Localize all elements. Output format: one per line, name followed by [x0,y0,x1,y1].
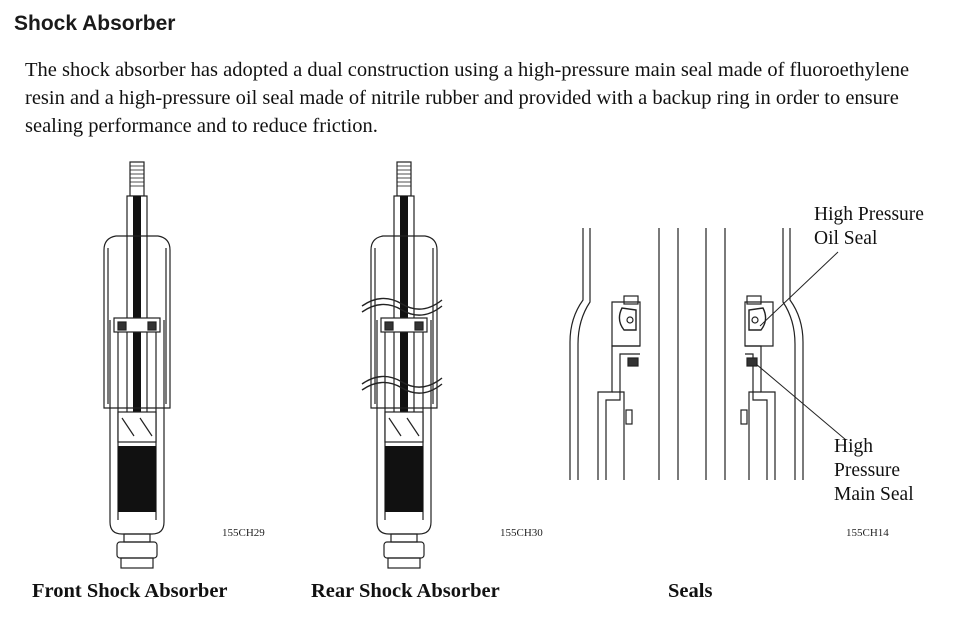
page-heading: Shock Absorber [14,12,176,35]
front-shock-absorber-drawing [104,162,170,568]
rear-figure-code: 155CH30 [500,527,543,539]
description-paragraph: The shock absorber has adopted a dual construction using a high-pressure main seal made of fluoroethylene resin and a high-pressure oil seal made of nitrile rubber and provided with a backup ring in order to ensure sealing performance and to reduce friction. [25,59,910,137]
seals-caption: Seals [668,580,713,602]
seals-figure-code: 155CH14 [846,527,889,539]
rear-shock-absorber-drawing [362,162,442,568]
oil-seal-callout: High Pressure Oil Seal [814,204,924,249]
rear-caption: Rear Shock Absorber [311,580,500,602]
seals-detail-drawing [570,228,846,480]
front-figure-code: 155CH29 [222,527,265,539]
main-seal-callout: High Pressure Main Seal [834,436,914,505]
front-caption: Front Shock Absorber [32,580,228,602]
